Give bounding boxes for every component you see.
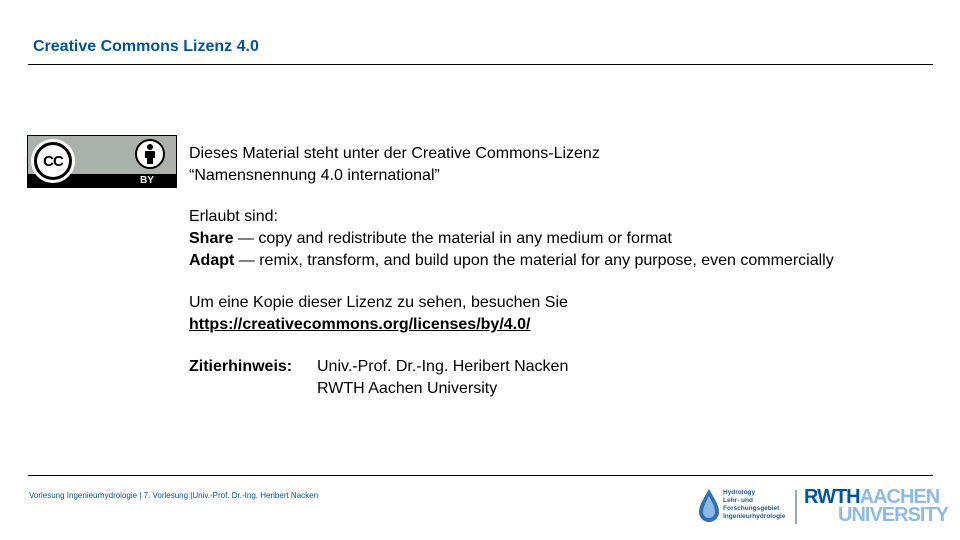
license-copy-block: [189, 292, 568, 336]
license-copy-text: Um eine Kopie dieser Lizenz zu sehen, besuchen Sie: [189, 294, 568, 311]
license-line-2: “Namensnennung 4.0 international”: [189, 167, 440, 184]
license-url-link[interactable]: https://creativecommons.org/licenses/by/4.0/: [189, 316, 531, 333]
by-label: BY: [140, 175, 154, 186]
logo-divider: [795, 490, 797, 524]
attribution-person-icon: [135, 139, 165, 169]
rwth-logo-aachen: AACHEN: [859, 486, 940, 508]
citation-institution: RWTH Aachen University: [317, 380, 498, 397]
hydro-logo-line-2: Lehr- und: [723, 497, 753, 504]
citation-block: [189, 356, 568, 400]
hydrology-logo: [698, 488, 788, 526]
rwth-logo-rwth: RWTH: [804, 486, 860, 508]
header-divider: [28, 64, 933, 65]
permissions-heading: Erlaubt sind:: [189, 208, 278, 225]
citation-label: Zitierhinweis:: [189, 358, 293, 375]
page-title: Creative Commons Lizenz 4.0: [33, 38, 259, 55]
citation-row-2: [189, 378, 568, 400]
hydro-logo-line-4: Ingenieurhydrologie: [723, 513, 786, 520]
footer-course-info: Vorlesung Ingenieurhydrologie | 7. Vorlesung |Univ.-Prof. Dr.-Ing. Heribert Nacken: [29, 491, 319, 500]
permissions-block: [189, 206, 834, 272]
hydro-logo-line-3: Forschungsgebiet: [723, 505, 780, 512]
footer-divider: [28, 475, 933, 476]
cc-by-badge: [27, 135, 177, 188]
cc-label: CC: [37, 145, 69, 177]
rwth-logo: [804, 488, 948, 524]
permission-adapt: [189, 250, 834, 272]
share-term: Share: [189, 230, 234, 247]
adapt-term: Adapt: [189, 252, 235, 269]
license-line-1: Dieses Material steht unter der Creative Commons-Lizenz: [189, 145, 600, 162]
hydrology-logo-text: [723, 489, 785, 521]
person-glyph: [137, 141, 163, 167]
rwth-logo-university: UNIVERSITY: [838, 504, 949, 526]
citation-row-1: [189, 356, 568, 378]
hydro-logo-line-1: Hydrology: [723, 489, 756, 496]
share-text: — copy and redistribute the material in any medium or format: [233, 230, 672, 247]
adapt-text: — remix, transform, and build upon the material for any purpose, even commercially: [234, 252, 834, 269]
creative-commons-icon: [31, 139, 75, 183]
water-drop-icon: [698, 488, 720, 524]
permission-share: [189, 228, 834, 250]
citation-label-spacer: [189, 378, 317, 400]
license-statement: [189, 143, 600, 187]
citation-author: Univ.-Prof. Dr.-Ing. Heribert Nacken: [317, 358, 569, 375]
